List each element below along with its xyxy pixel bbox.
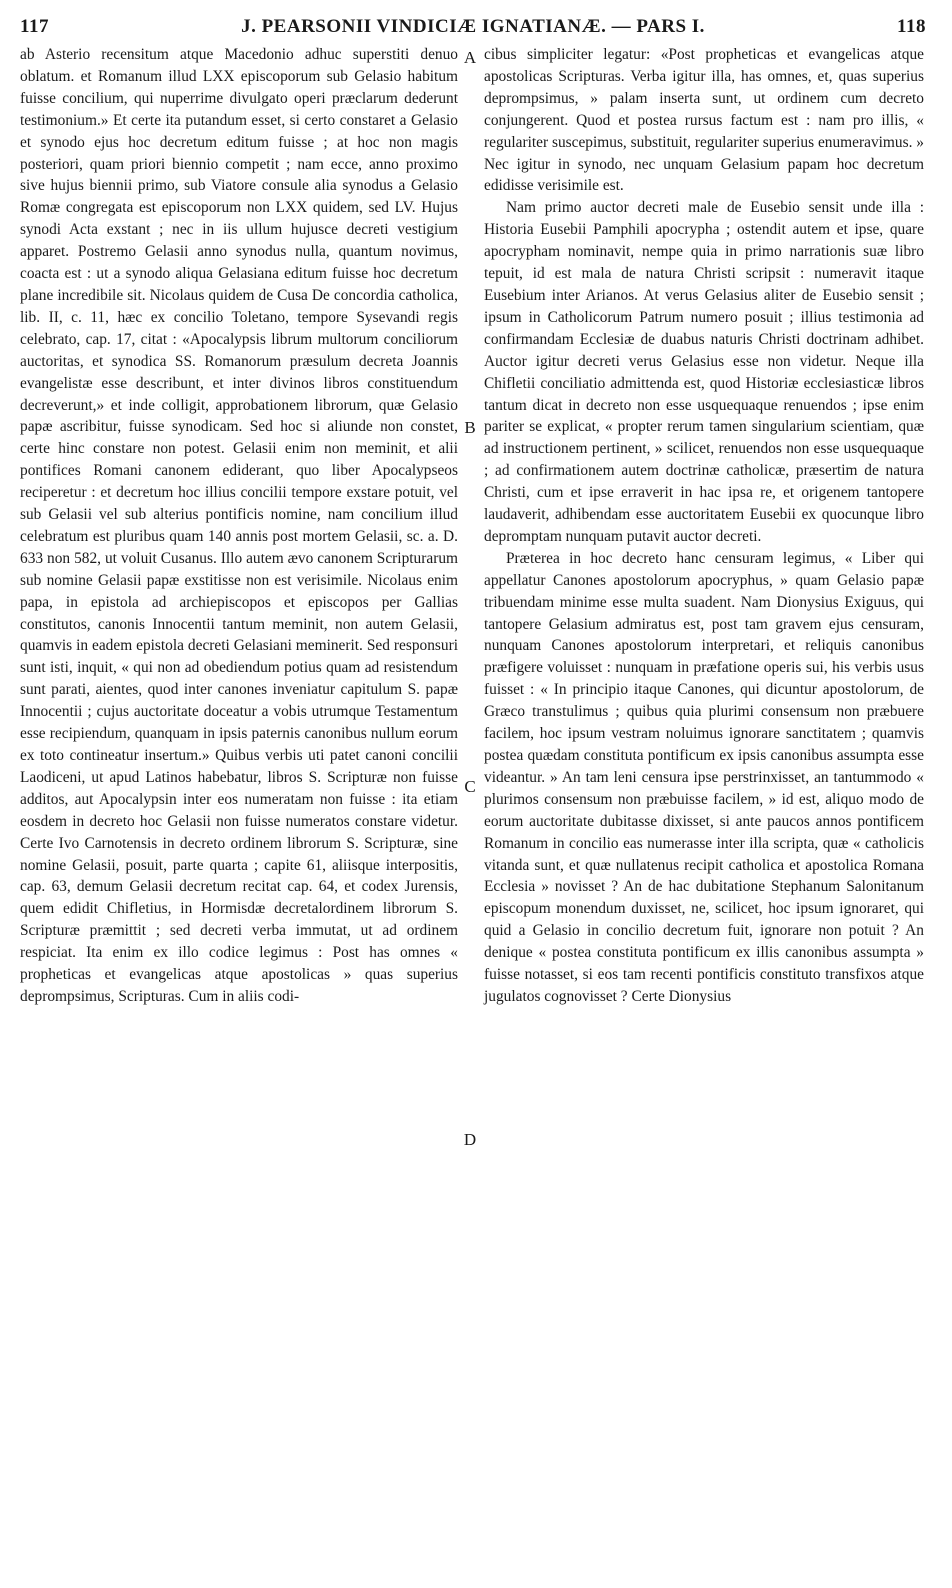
margin-marker-d: D (463, 1130, 477, 1149)
running-title: J. PEARSONII VINDICIÆ IGNATIANÆ. — PARS I. (241, 16, 705, 37)
right-paragraph-2: Nam primo auctor decreti male de Eusebio sensit unde illa : Historia Eusebii Pamphili apocrypha ; ostendit autem et ipse, quare apocrypham nominavit, nempe quia in primo narrationis suæ libro tepuit, id est mala de natura Christi scripsit : numeravit itaque Eusebium inter Arianos. At verus Gelasius aliter de Eusebio sensit ; ipsum in Catholicorum Patrum numero posuit ; illius testimonia ad confirmandam Ecclesiæ de duabus naturis Christi doctrinam adhibet. Auctor igitur decreti verus Gelasius esse non videtur. Neque illa Chifletii conciliatio admittenda est, quod Historiæ ecclesiasticæ libros tantum dicat in decreto non esse usquequaque renuendos ; ipse enim pariter se explicat, « propter rerum tamen singularium scientiam, quæ ad instructionem pertinent, » scilicet, renuendos non esse usquequaque ; ad confirmationem autem doctrinæ catholicæ, præsertim de natura Christi, cum et ipse erraverit in hac ipsa re, et origenem tantopere laudaverit, adhibendam esse auctoritatem Eusebii ex quocunque libro depromptam nunquam putavit auctor decreti. (484, 199, 924, 545)
right-column (484, 44, 924, 1008)
right-paragraph-1: cibus simpliciter legatur: «Post propheticas et evangelicas atque apostolicas Scripturas. Verba igitur illa, has omnes, et, quas superius deprompsimus, » palam inserta sunt, ut ordinem cum decreto conjungerent. Quod et postea rursus factum est : nam pro illis, « regulariter suscepimus, substituit, regulariter superius enumeravimus. » Nec igitur in synodo, nec unquam Gelasium papam hoc decretum edidisse verisimile est. (484, 46, 924, 195)
margin-marker-b: B (464, 418, 476, 437)
margin-marker-c: C (464, 777, 476, 796)
margin-marker-a: A (463, 48, 477, 67)
right-paragraph-3: Præterea in hoc decreto hanc censuram legimus, « Liber qui appellatur Canones apostolorum apocryphus, » quam Gelasio papæ tribuendam minime esse multa suadent. Nam Dionysius Exiguus, qui tantopere Gelasium admiratus est, post tam gravem ejus censuram, nunquam Canones apostolorum interpretari, et reliquis canonibus præfigere voluisset : nunquam in præfatione operis sui, his verbis usus fuisset : « In principio itaque Canones, qui dicuntur apostolorum, de Græco transtulimus ; quibus quia plurimi consensum non præbuere facilem, hoc ipsum vestram noluimus ignorare sanctitatem ; quamvis postea quædam constituta pontificum ex ipsis canonibus assumpta esse videantur. » An tam leni censura ipse perstrinxisset, an tantummodo « plurimos consensum non præbuisse facilem, » id est, aliquo modo de eorum auctoritate dubitasse dixisset, si ante paucos annos pontificem Romanum in concilio eas numerasse inter illa scripta, quæ « catholicis vitanda sunt, et quæ nullatenus recipit catholica et apostolica Romana Ecclesia » novisset ? An de hac dubitatione Stephanum Salonitanum episcopum monendum duxisset, ne, scilicet, hoc ipsum ignoraret, qui quid a Gelasio in concilio decretum fuit, ignorare non potuit ? An denique « postea constituta pontificum ex illis canonibus assumpta » fuisse notasset, si eos tam recenti pontificis constituto transfixos atque jugulatos cognovisset ? Certe Dionysius (484, 549, 924, 1005)
left-paragraph-1: ab Asterio recensitum atque Macedonio adhuc superstiti denuo oblatum. et Romanum illud LXX episcoporum sub Gelasio habitum fuisse concilium, qui nuperrime divulgato operi præclarum dederunt testimonium.» Et certe ita putandum esset, si certo constaret a Gelasio et synodo ejus hoc decretum editum fuisse ; at hoc non magis posteriori, quam priori biennio competit ; nam ecce, anno proximo sive hujus biennii primo, sub Viatore consule alia synodus a Gelasio Romæ congregata est episcoporum non LXX quidem, sed LV. Hujus synodi Acta exstant ; nec in iis ullum hujusce decreti vestigium apparet. Postremo Gelasii anno synodus nulla, quantum novimus, coacta est : ut a synodo aliqua Gelasiana editum fuisse hoc decretum plane incredibile sit. Nicolaus quidem de Cusa De concordia catholica, lib. II, c. 11, hæc ex concilio Toletano, tempore Sysevandi regis celebrato, cap. 17, citat : «Apocalypsis librum multorum conciliorum auctoritas, et synodica SS. Romanorum præsulum decreta Joannis evangelistæ esse describunt, et inter divinos libros constituendum decreverunt,» et inde colligit, approbationem librorum, quæ Gelasio papæ ascribitur, fuisse synodicam. Sed hoc si aliunde non constet, certe hinc constare non potest. Gelasii enim non meminit, et alii pontifices Romani canonem ediderant, quo liber Apocalypseos reciperetur : et decretum hoc illius concilii tempore exstare potuit, vel sub Gelasii vel sub alterius pontificis nomine, nam concilium illud celebratum est pluribus quam 140 annis post mortem Gelasii, sc. a. D. 633 non 582, ut voluit Cusanus. Illo autem ævo canonem Scripturarum sub nomine Gelasii papæ exstitisse non est verisimile. Nicolaus enim papa, in epistola ad archiepiscopos et episcopos per Gallias constitutos, canonis Innocentii tantum meminit, non autem Gelasii, quamvis in eadem epistola decreti Gelasiani meminerit. Sed responsuri sunt isti, inquit, « qui non ad obediendum potius quam ad resistendum sunt parati, aientes, quod inter canones inveniatur capitulum S. papæ Innocentii ; cujus auctoritate doceatur a vobis utrumque Testamentum esse recipiendum, quanquam in ipsis paternis canonibus nullum eorum ex toto contineatur insertum.» Quibus verbis uti patet canoni concilii Laodiceni, ut apud Latinos habebatur, libros S. Scripturæ non fuisse additos, aut Apocalypsin inter eos numeratam non fuisse : ita etiam eosdem in decreto hoc Gelasii non fuisse numeratos constare videtur. Certe Ivo Carnotensis in decreto ordinem librorum S. Scripturæ, sine nomine Gelasii, posuit, parte quarta ; capite 61, aliisque interpositis, cap. 63, demum Gelasii decretum recitat cap. 64, et codex Jurensis, quem edidit Chifletius, in Hormisdæ decretalordinem librorum S. Scripturæ præmittit ; sed decreti verba immutat, ut ad ordinem respiciat. Ita enim ex illo codice legimus : Post has omnes « propheticas et evangelicas atque apostolicas » quas superius deprompsimus, Scripturas. Cum in aliis codi- (20, 46, 458, 1005)
page-number-left: 117 (20, 16, 49, 37)
left-column (20, 44, 458, 1008)
page-number-right: 118 (897, 16, 926, 37)
running-header (20, 16, 926, 42)
